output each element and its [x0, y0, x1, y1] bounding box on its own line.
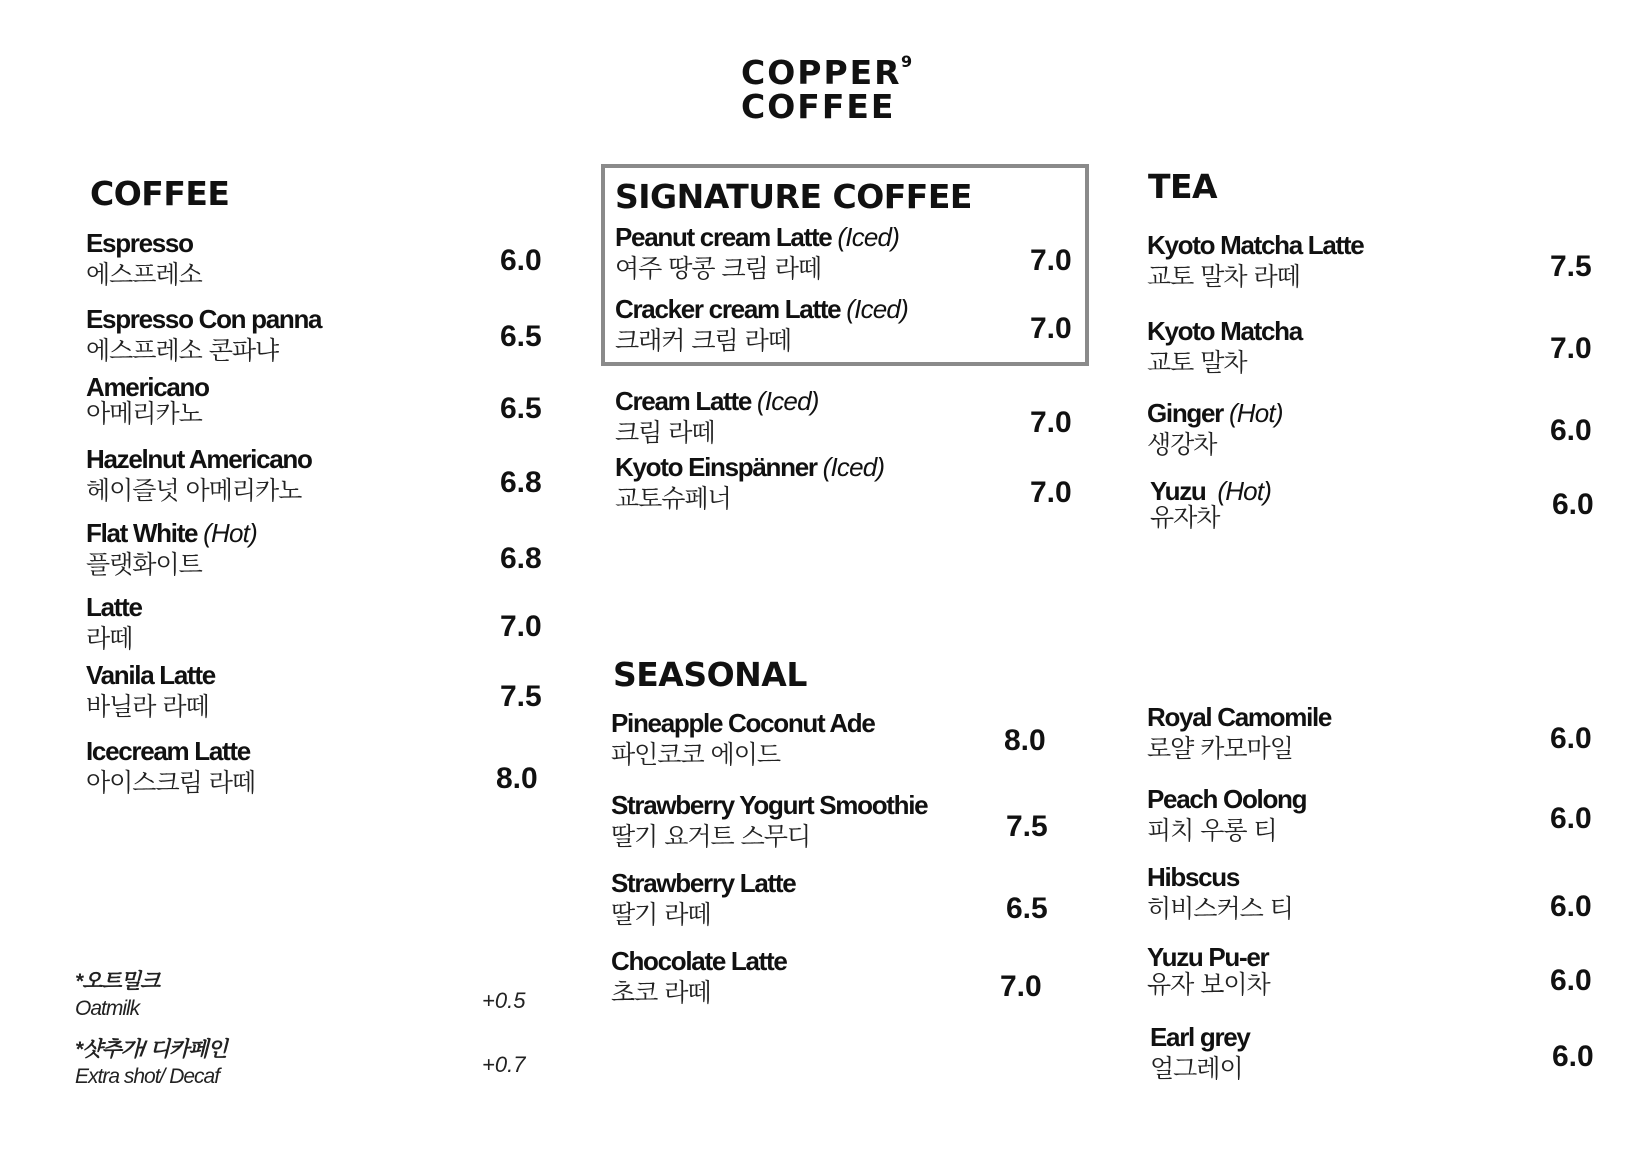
- item-name-ko: 크래커 크림 라떼: [615, 326, 791, 355]
- item-name-ko: 라떼: [86, 624, 133, 653]
- signature-section-title: SIGNATURE COFFEE: [615, 177, 972, 216]
- item-name-ko: 교토슈페너: [615, 484, 731, 513]
- item-price: 7.0: [1030, 476, 1072, 509]
- item-name-ko: 유자차: [1150, 503, 1220, 532]
- item-price: 6.0: [1550, 414, 1592, 447]
- item-price: 7.0: [1030, 406, 1072, 439]
- menu-item-vanila-latte: [86, 660, 215, 724]
- item-name-en: Kyoto Einspänner (Iced): [615, 452, 885, 482]
- item-price: 8.0: [1004, 724, 1046, 757]
- menu-item-yuzu: [1150, 478, 1271, 532]
- item-name-en: Pineapple Coconut Ade: [611, 708, 875, 738]
- addon-label-ko: *오트밀크: [75, 970, 160, 993]
- menu-item-kyoto-matcha-latte: [1147, 230, 1363, 294]
- item-price: 7.0: [500, 610, 542, 643]
- item-name-ko: 바닐라 라떼: [86, 692, 209, 721]
- menu-item-pineapple-coconut-ade: [611, 708, 875, 772]
- item-name-ko: 딸기 라떼: [611, 900, 711, 929]
- item-price: 6.0: [1552, 488, 1594, 521]
- item-name-en: Kyoto Matcha: [1147, 316, 1302, 346]
- item-name-ko: 유자 보이차: [1147, 970, 1270, 999]
- item-price: 7.0: [1550, 332, 1592, 365]
- item-name-en: Latte: [86, 592, 142, 622]
- menu-item-kyoto-matcha: [1147, 316, 1302, 380]
- item-name-en: Espresso Con panna: [86, 304, 322, 334]
- item-name-en: Vanila Latte: [86, 660, 215, 690]
- item-name-en: Yuzu (Hot): [1150, 476, 1272, 506]
- item-price: 7.5: [500, 680, 542, 713]
- menu-item-earl-grey: [1150, 1022, 1250, 1086]
- item-price: 6.0: [1550, 722, 1592, 755]
- item-price: 6.0: [1550, 964, 1592, 997]
- item-name-ko: 얼그레이: [1150, 1054, 1243, 1083]
- menu-item-icecream-latte: [86, 736, 255, 800]
- item-name-en: Cream Latte (Iced): [615, 386, 819, 416]
- item-name-ko: 아메리카노: [86, 399, 202, 428]
- item-price: 8.0: [496, 762, 538, 795]
- item-price: 7.0: [1030, 244, 1072, 277]
- item-price: 6.0: [1550, 890, 1592, 923]
- addon-price: +0.7: [482, 1052, 526, 1077]
- item-price: 7.5: [1550, 250, 1592, 283]
- menu-item-cracker-cream-latte: [615, 294, 908, 358]
- item-name-en: Earl grey: [1150, 1022, 1250, 1052]
- item-name-en: Espresso: [86, 228, 193, 258]
- item-name-en: Strawberry Latte: [611, 868, 796, 898]
- addon-price: +0.5: [482, 988, 526, 1013]
- item-name-en: Kyoto Matcha Latte: [1147, 230, 1364, 260]
- item-name-ko: 히비스커스 티: [1147, 894, 1293, 923]
- item-name-en: Chocolate Latte: [611, 946, 787, 976]
- menu-item-latte: [86, 592, 142, 656]
- item-price: 6.8: [500, 466, 542, 499]
- item-price: 6.0: [1550, 802, 1592, 835]
- addon-oatmilk: [75, 968, 159, 1022]
- item-name-en: Hibscus: [1147, 862, 1240, 892]
- item-name-ko: 여주 땅콩 크림 라떼: [615, 254, 822, 283]
- menu-item-kyoto-einspanner: [615, 452, 884, 516]
- brand-superscript: 9: [901, 52, 913, 71]
- menu-item-chocolate-latte: [611, 946, 787, 1010]
- addon-extra-shot: [75, 1036, 227, 1090]
- menu-item-ginger: [1147, 398, 1283, 462]
- brand-line-2: COFFEE: [741, 87, 896, 126]
- menu-item-hazelnut-americano: [86, 444, 312, 508]
- menu-item-peach-oolong: [1147, 784, 1306, 848]
- brand-line-1: COPPER: [741, 53, 902, 92]
- menu-item-peanut-cream-latte: [615, 222, 899, 286]
- item-price: 6.8: [500, 542, 542, 575]
- menu-item-royal-camomile: [1147, 702, 1331, 766]
- addon-label-ko: *샷추가/ 디카페인: [75, 1038, 227, 1061]
- item-name-en: Ginger (Hot): [1147, 398, 1283, 428]
- item-name-ko: 로얄 카모마일: [1147, 734, 1293, 763]
- item-name-en: Strawberry Yogurt Smoothie: [611, 790, 928, 820]
- item-name-ko: 크림 라떼: [615, 418, 715, 447]
- item-price: 6.5: [1006, 892, 1048, 925]
- item-name-en: Cracker cream Latte (Iced): [615, 294, 908, 324]
- item-name-ko: 교토 말차: [1147, 348, 1247, 377]
- addon-label-en: Oatmilk: [75, 997, 140, 1020]
- item-name-ko: 에스프레소 콘파냐: [86, 336, 279, 365]
- item-name-ko: 초코 라떼: [611, 978, 711, 1007]
- item-price: 6.5: [500, 392, 542, 425]
- addon-label-en: Extra shot/ Decaf: [75, 1065, 220, 1088]
- item-name-ko: 생강차: [1147, 430, 1217, 459]
- item-name-en: Hazelnut Americano: [86, 444, 312, 474]
- tea-section-title: TEA: [1148, 167, 1218, 206]
- item-name-en: Peach Oolong: [1147, 784, 1307, 814]
- menu-item-yuzu-pu-er: [1147, 944, 1270, 1000]
- item-name-en: Icecream Latte: [86, 736, 250, 766]
- brand-logo: [741, 52, 941, 126]
- menu-item-cream-latte: [615, 386, 819, 450]
- item-name-ko: 아이스크림 라떼: [86, 768, 255, 797]
- item-price: 6.0: [500, 244, 542, 277]
- coffee-section-title: COFFEE: [90, 174, 230, 213]
- item-name-ko: 피치 우롱 티: [1147, 816, 1277, 845]
- item-name-en: Royal Camomile: [1147, 702, 1332, 732]
- item-name-ko: 에스프레소: [86, 260, 202, 289]
- menu-item-strawberry-latte: [611, 868, 795, 932]
- seasonal-section-title: SEASONAL: [613, 655, 807, 694]
- menu-item-flat-white: [86, 518, 257, 582]
- item-name-en: Peanut cream Latte (Iced): [615, 222, 900, 252]
- item-name-ko: 딸기 요거트 스무디: [611, 822, 811, 851]
- item-price: 7.5: [1006, 810, 1048, 843]
- item-name-ko: 플랫화이트: [86, 550, 202, 579]
- item-price: 7.0: [1000, 970, 1042, 1003]
- menu-item-hibscus: [1147, 862, 1293, 926]
- item-price: 6.0: [1552, 1040, 1594, 1073]
- item-name-ko: 교토 말차 라떼: [1147, 262, 1300, 291]
- item-name-ko: 헤이즐넛 아메리카노: [86, 476, 302, 505]
- item-name-ko: 파인코코 에이드: [611, 740, 780, 769]
- item-name-en: Yuzu Pu-er: [1147, 942, 1269, 972]
- item-name-en: Americano: [86, 372, 209, 402]
- menu-item-americano: [86, 374, 209, 428]
- menu-item-espresso: [86, 228, 202, 292]
- menu-item-espresso-con-panna: [86, 304, 321, 368]
- item-price: 6.5: [500, 320, 542, 353]
- item-price: 7.0: [1030, 312, 1072, 345]
- menu-item-strawberry-yogurt-smoothie: [611, 790, 927, 854]
- item-name-en: Flat White (Hot): [86, 518, 257, 548]
